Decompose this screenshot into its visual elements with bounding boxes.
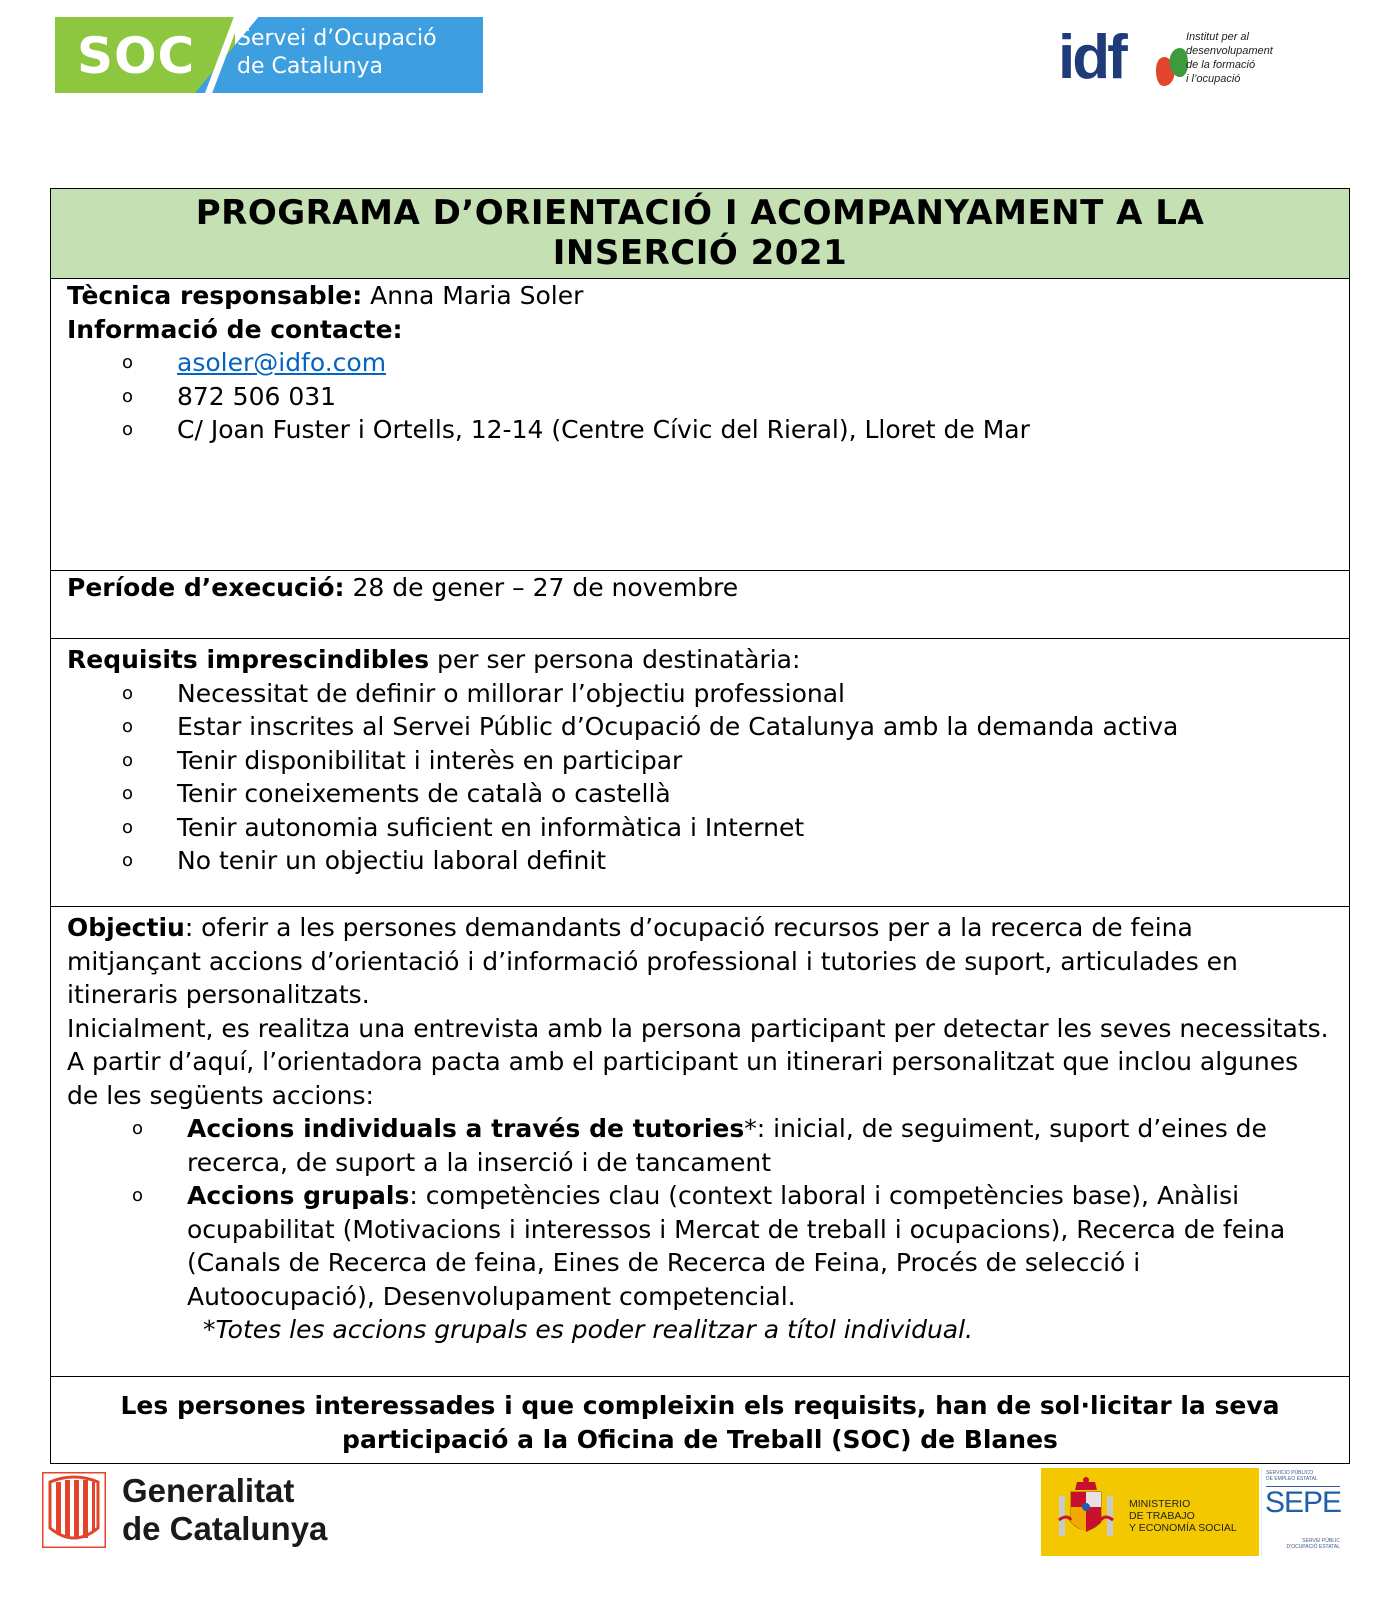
action-marker: * bbox=[744, 1114, 757, 1143]
soc-logo-name bbox=[237, 25, 437, 81]
bullet-circle-icon: o bbox=[132, 1185, 144, 1206]
objectiu-paragraph-2: Inicialment, es realitza una entrevista amb la persona participant per detectar les seves necessitats. A partir d’aquí, l’orientadora pacta amb el participant un itinerari personalitzat que inclou algunes de les següents accions: bbox=[67, 1013, 1329, 1110]
action-item-individual bbox=[67, 1112, 1333, 1179]
periode-label: Període d’execució: bbox=[67, 573, 345, 602]
bullet-circle-icon: o bbox=[122, 352, 134, 373]
bullet-circle-icon: o bbox=[132, 1118, 144, 1139]
idfo-tagline-line2: desenvolupament bbox=[1186, 45, 1273, 57]
address: C/ Joan Fuster i Ortells, 12-14 (Centre Cívic del Rieral), Lloret de Mar bbox=[177, 415, 1030, 444]
periode-value: 28 de gener – 27 de novembre bbox=[344, 573, 739, 602]
soc-logo-name-line1: Servei d’Ocupació bbox=[237, 26, 437, 51]
requisits-label: Requisits imprescindibles bbox=[67, 645, 430, 674]
contact-item-email bbox=[67, 346, 1333, 380]
list-item bbox=[67, 710, 1333, 744]
requisits-section bbox=[51, 639, 1349, 907]
sepe-logo bbox=[1261, 1468, 1345, 1556]
requisit-text: No tenir un objectiu laboral definit bbox=[177, 846, 607, 875]
generalitat-line1: Generalitat bbox=[122, 1472, 295, 1509]
phone-number: 872 506 031 bbox=[177, 381, 337, 411]
bullet-circle-icon: o bbox=[122, 749, 134, 771]
document-title-line2: INSERCIÓ 2021 bbox=[552, 233, 848, 273]
bullet-circle-icon: o bbox=[122, 783, 134, 804]
objectiu-section bbox=[51, 907, 1349, 1377]
tecnica-responsable bbox=[67, 279, 1333, 313]
ministerio-line3: Y ECONOMÍA SOCIAL bbox=[1129, 1522, 1237, 1534]
soc-logo bbox=[55, 17, 483, 93]
generalitat-text bbox=[122, 1472, 327, 1548]
bullet-circle-icon: o bbox=[122, 419, 134, 440]
generalitat-line2: de Catalunya bbox=[122, 1510, 328, 1547]
sepe-bottom-line2: D’OCUPACIÓ ESTATAL bbox=[1286, 1544, 1340, 1550]
list-item bbox=[67, 744, 1333, 778]
action-label: Accions individuals a través de tutories bbox=[187, 1114, 745, 1143]
requisit-text: Estar inscrites al Servei Públic d’Ocupació de Catalunya amb la demanda activa bbox=[177, 712, 1179, 741]
sepe-bottom-line1: SERVEI PÚBLIC bbox=[1302, 1538, 1340, 1544]
idfo-wordmark: idf bbox=[1058, 23, 1125, 92]
bullet-circle-icon: o bbox=[122, 850, 134, 871]
action-text: : competències clau (context laboral i competències base), Anàlisi ocupabilitat (Motivacions i interessos i Mercat de treball i ocupacions), Recerca de feina (Canals de Recerca de feina, Eines de Recerca de Feina, Procés de selecció i Autoocupació), Desenvolupament competencial. bbox=[187, 1181, 1286, 1311]
action-label: Accions grupals bbox=[187, 1181, 410, 1210]
idfo-logo bbox=[1058, 23, 1298, 92]
action-item-grupals bbox=[67, 1179, 1333, 1313]
document-title bbox=[51, 189, 1349, 279]
requisits-list bbox=[67, 677, 1333, 878]
objectiu-text: : oferir a les persones demandants d’ocupació recursos per a la recerca de feina mitjançant accions d’orientació i d’informació professional i tutories de suport, articulades en itineraris personalitzats. bbox=[67, 913, 1238, 1009]
generalitat-emblem-icon bbox=[42, 1472, 106, 1548]
requisits-heading bbox=[67, 643, 1333, 677]
sepe-top-line1: SERVICIO PÚBLICO bbox=[1266, 1470, 1314, 1476]
tecnica-label: Tècnica responsable: bbox=[67, 281, 363, 310]
final-note bbox=[51, 1377, 1349, 1463]
contact-item-address bbox=[67, 413, 1333, 447]
requisit-text: Necessitat de definir o millorar l’objectiu professional bbox=[177, 678, 845, 708]
soc-logo-name-line2: de Catalunya bbox=[237, 54, 383, 79]
ministerio-line2: DE TRABAJO bbox=[1129, 1510, 1195, 1522]
bullet-circle-icon: o bbox=[122, 716, 134, 737]
sepe-acronym: SEPE bbox=[1265, 1486, 1342, 1519]
bullet-circle-icon: o bbox=[122, 385, 134, 407]
sepe-bottom-text bbox=[1266, 1538, 1340, 1550]
periode-section bbox=[51, 571, 1349, 639]
idfo-tagline-line1: Institut per al bbox=[1186, 31, 1249, 43]
requisits-suffix: per ser persona destinatària: bbox=[429, 645, 801, 674]
generalitat-logo bbox=[42, 1470, 362, 1552]
contact-info-label: Informació de contacte: bbox=[67, 314, 403, 344]
idfo-tagline-line3: de la formació bbox=[1186, 59, 1256, 71]
list-item bbox=[67, 777, 1333, 811]
list-item bbox=[67, 844, 1333, 878]
actions-footnote: *Totes les accions grupals es poder realitzar a títol individual. bbox=[203, 1315, 974, 1344]
action-text: : inicial, de seguiment, suport d’eines de recerca, de suport a la inserció i de tancament bbox=[187, 1114, 1267, 1177]
ministerio-sepe-logo bbox=[1041, 1468, 1344, 1556]
sepe-top-line2: DE EMPLEO ESTATAL bbox=[1266, 1476, 1318, 1482]
soc-logo-acronym: SOC bbox=[77, 27, 196, 85]
tecnica-value: Anna Maria Soler bbox=[362, 281, 584, 310]
email-link[interactable]: asoler@idfo.com bbox=[177, 348, 387, 377]
contact-list bbox=[67, 346, 1333, 447]
list-item bbox=[67, 811, 1333, 845]
contact-item-phone bbox=[67, 380, 1333, 414]
ministerio-logo bbox=[1041, 1468, 1259, 1556]
spain-coat-of-arms-icon bbox=[1055, 1476, 1117, 1548]
bullet-circle-icon: o bbox=[122, 816, 134, 838]
objectiu-paragraph bbox=[67, 911, 1333, 1012]
ministerio-line1: MINISTERIO bbox=[1129, 1498, 1191, 1510]
bullet-circle-icon: o bbox=[122, 682, 134, 704]
contact-section bbox=[51, 279, 1349, 571]
ministerio-text bbox=[1129, 1498, 1237, 1534]
final-note-line2: participació a la Oficina de Treball (SOC) de Blanes bbox=[342, 1424, 1058, 1454]
requisit-text: Tenir disponibilitat i interès en participar bbox=[177, 745, 683, 775]
list-item bbox=[67, 677, 1333, 711]
objectiu-label: Objectiu bbox=[67, 913, 185, 942]
requisit-text: Tenir autonomia suficient en informàtica i Internet bbox=[177, 812, 805, 842]
sepe-top-text bbox=[1266, 1470, 1318, 1482]
requisit-text: Tenir coneixements de català o castellà bbox=[177, 779, 671, 808]
program-info-table bbox=[50, 188, 1350, 1464]
idfo-tagline-line4: i l’ocupació bbox=[1186, 73, 1241, 85]
final-note-line1: Les persones interessades i que compleixin els requisits, han de sol·licitar la seva bbox=[120, 1391, 1280, 1420]
document-title-line1: PROGRAMA D’ORIENTACIÓ I ACOMPANYAMENT A LA bbox=[195, 193, 1205, 233]
idfo-tagline bbox=[1186, 30, 1273, 86]
actions-list bbox=[67, 1112, 1333, 1313]
